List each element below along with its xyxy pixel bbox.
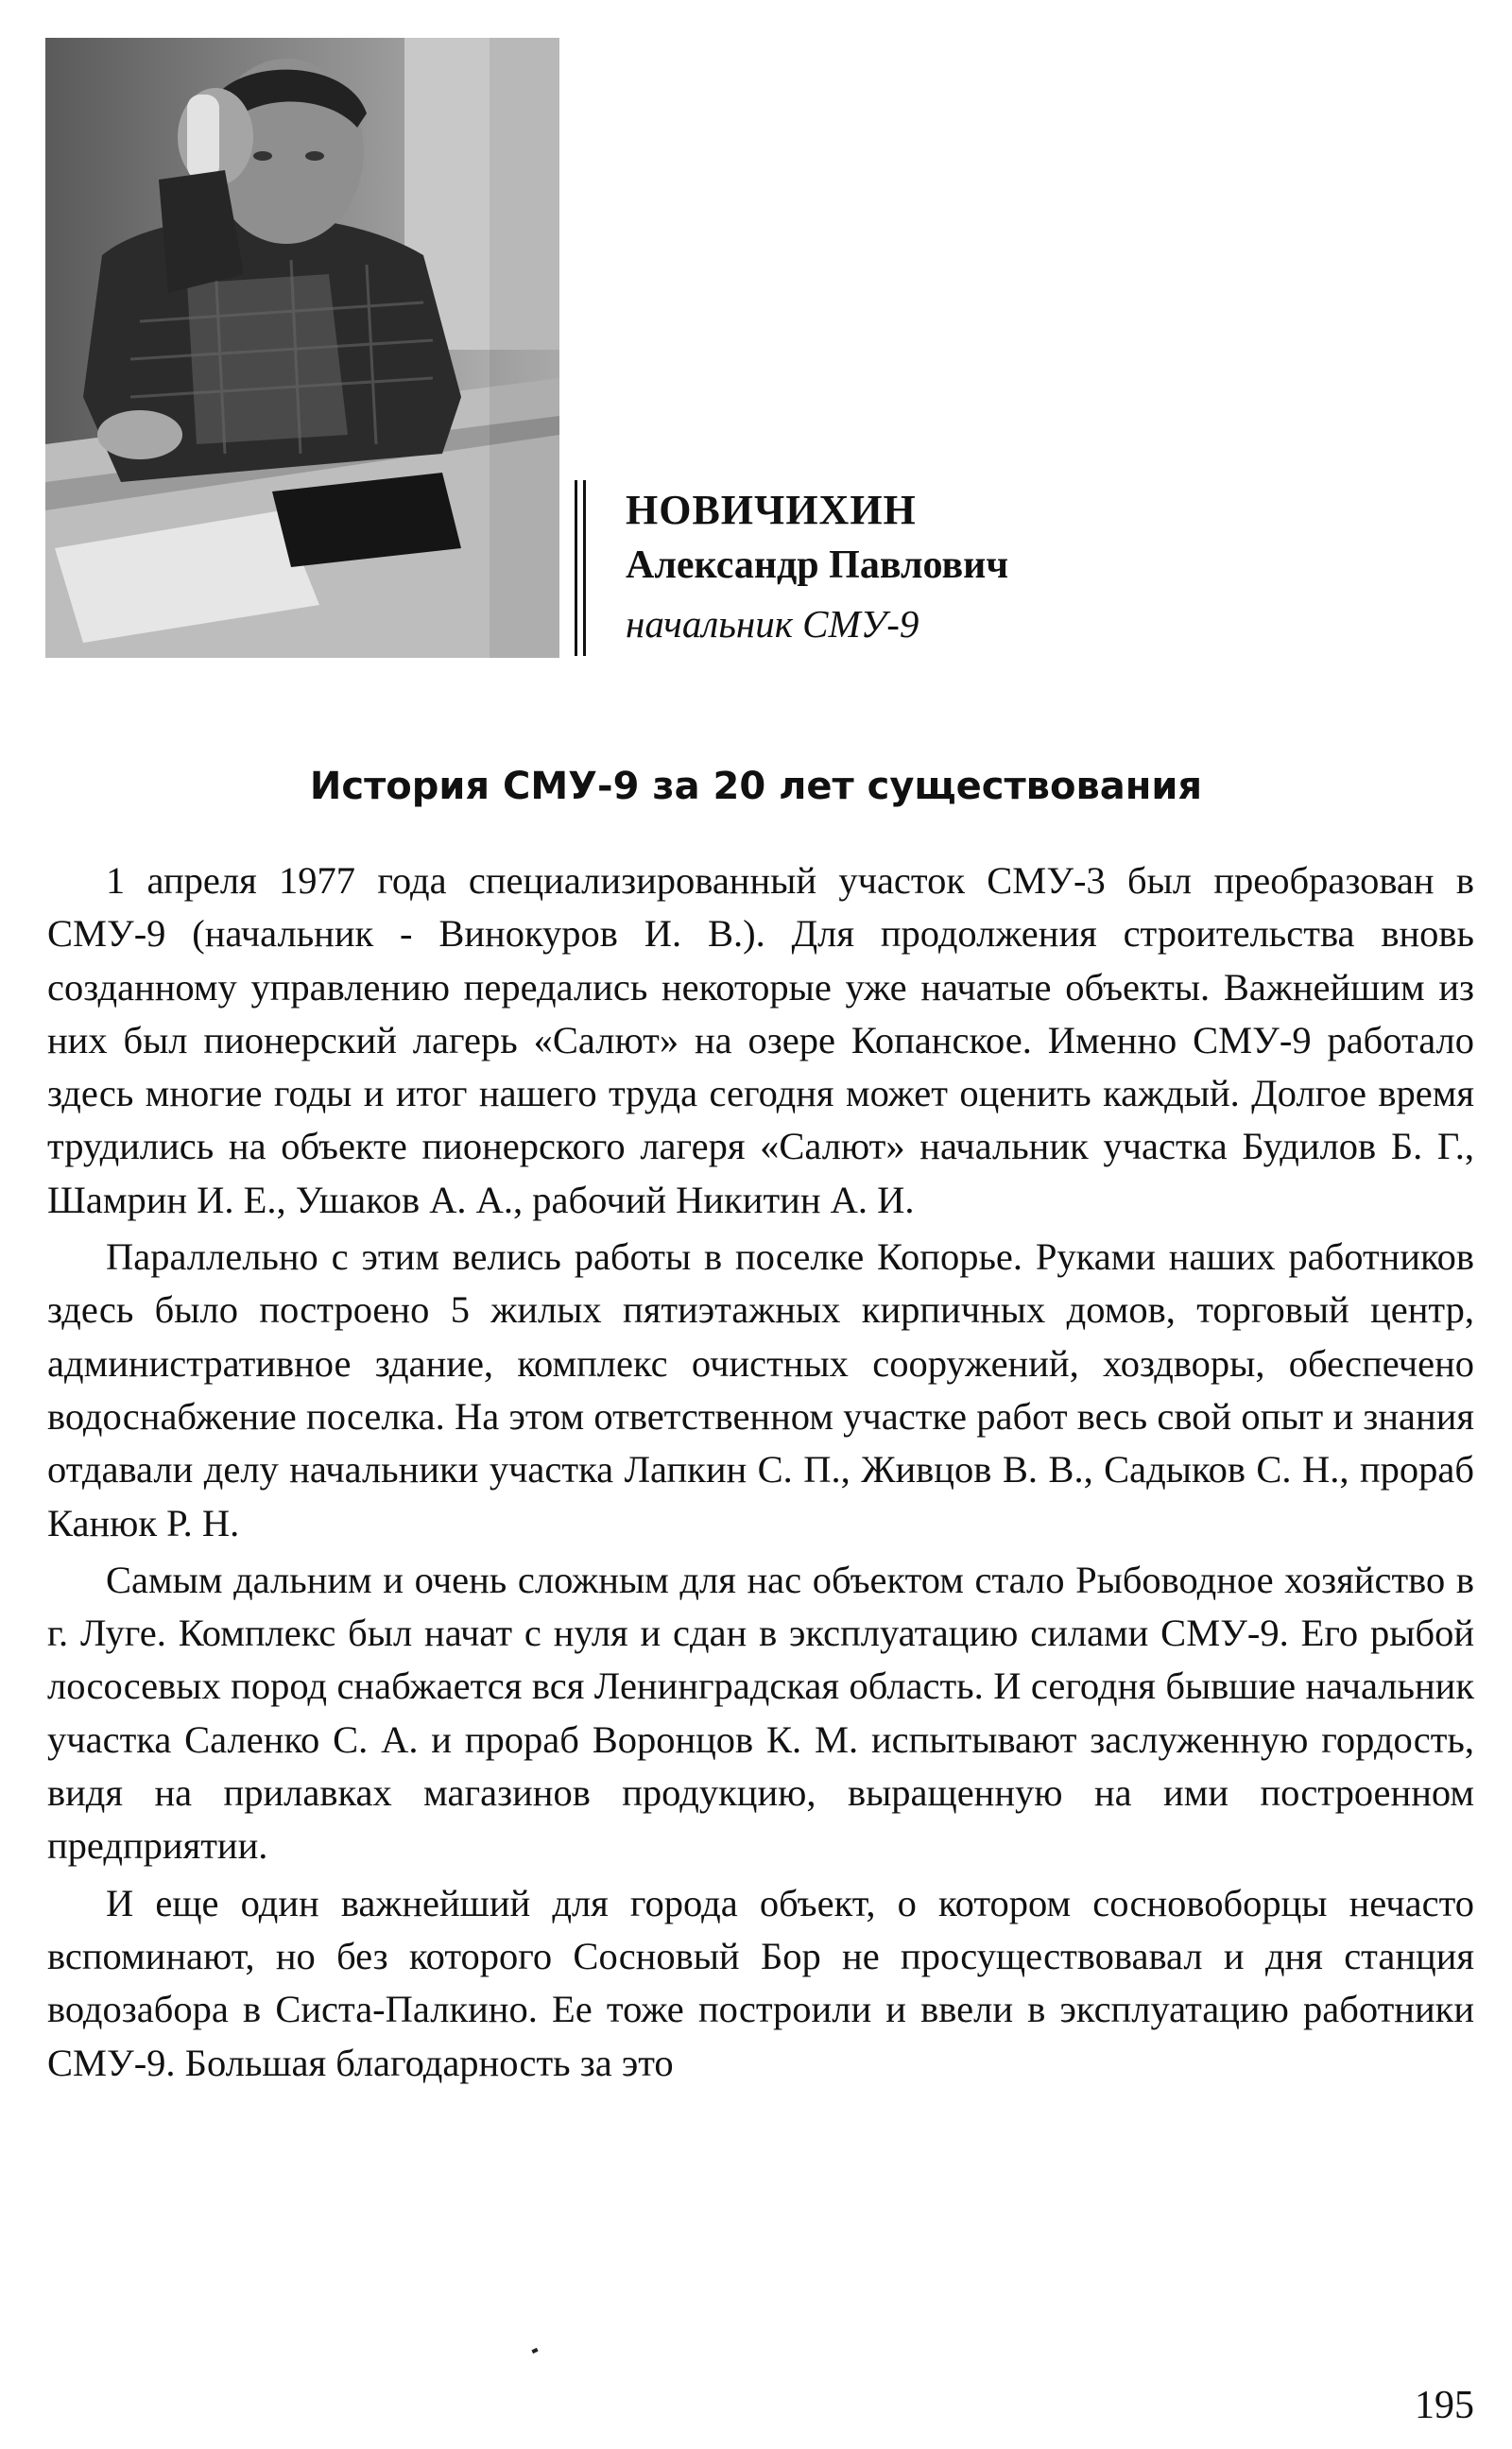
profile-full-name: Александр Павлович xyxy=(626,543,1009,587)
portrait-photo xyxy=(45,38,559,658)
caption-divider xyxy=(575,480,588,656)
article-title: История СМУ-9 за 20 лет существования xyxy=(309,765,1203,808)
article-paragraph: Параллельно с этим велись работы в поселке Копорье. Руками наших работников здесь было построено 5 жилых пятиэтажных кирпичных домов, торговый центр, административное здание, комплекс очистных сооружений, хоздворы, обеспечено водоснабжение поселка. На этом ответственном участке работ весь свой опыт и знания отдавали делу начальники участка Лапкин С. П., Живцов В. В., Садыков С. Н., прораб Канюк Р. Н. xyxy=(47,1235,1474,1544)
article-body xyxy=(47,854,1474,2094)
print-speck xyxy=(531,2348,538,2354)
profile-surname: НОВИЧИХИН xyxy=(626,487,917,533)
profile-position: начальник СМУ-9 xyxy=(626,602,919,646)
article-paragraph: Самым дальним и очень сложным для нас объектом стало Рыбоводное хозяйство в г. Луге. Комплекс был начат с нуля и сдан в эксплуатацию силами СМУ-9. Его рыбой лососевых пород снабжается вся Ленинградская область. И сегодня бывшие начальник участка Саленко С. А. и прораб Воронцов К. М. испытывают заслуженную гордость, видя на прилавках магазинов продукцию, выращенную на ими построенном предприятии. xyxy=(47,1558,1474,1868)
article-paragraph: 1 апреля 1977 года специализированный участок СМУ-3 был преобразован в СМУ-9 (начальник - Винокуров И. В.). Для продолжения строительства вновь созданному управлению передались некоторые уже начатые объекты. Важнейшим из них был пионерский лагерь «Салют» на озере Копанское. Именно СМУ-9 работало здесь многие годы и итог нашего труда сегодня может оценить каждый. Долгое время трудились на объекте пионерского лагеря «Салют» начальник участка Будилов Б. Г., Шамрин И. Е., Ушаков А. А., рабочий Никитин А. И. xyxy=(47,859,1474,1221)
profile-caption xyxy=(626,484,1476,654)
page-number: 195 xyxy=(1415,2384,1474,2427)
article-paragraph: И еще один важнейший для города объект, о котором сосновоборцы нечасто вспоминают, но без которого Сосновый Бор не просуществовавал и дня станция водозабора в Систа-Палкино. Ее тоже построили и ввели в эксплуатацию работники СМУ-9. Большая благодарность за это xyxy=(47,1881,1474,2084)
